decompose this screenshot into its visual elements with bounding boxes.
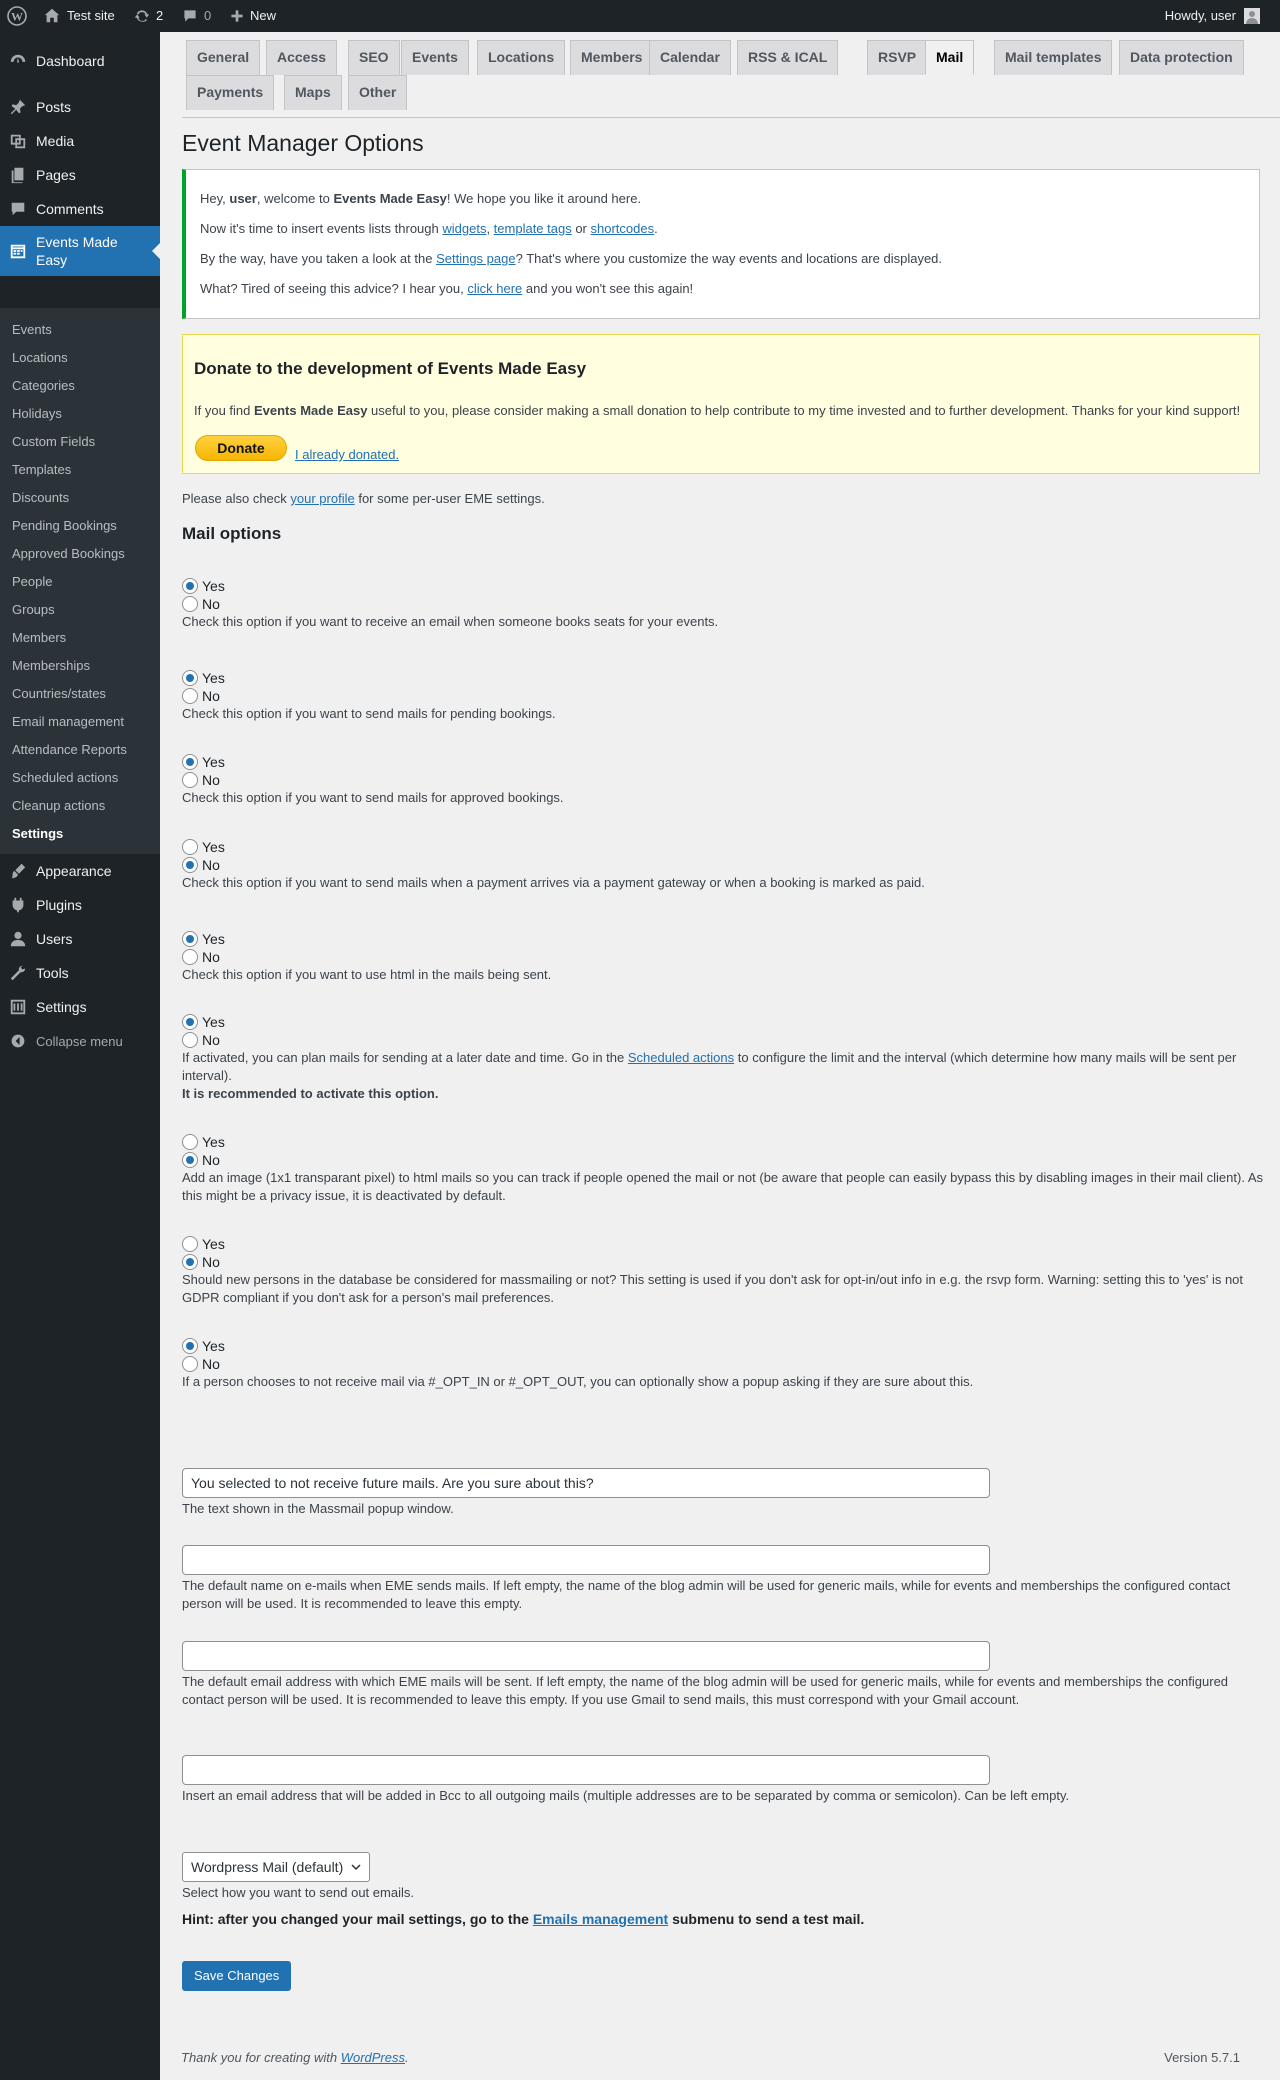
donate-title: Donate to the development of Events Made Easy [194, 359, 587, 378]
menu-events-made-easy[interactable]: Events Made Easy [0, 226, 160, 276]
new-content-link[interactable] [230, 0, 276, 32]
radio-circle [182, 1152, 198, 1168]
wrench-icon [0, 964, 36, 982]
submenu-cleanup-actions[interactable]: Cleanup actions [12, 798, 106, 813]
menu-posts[interactable]: Posts [0, 90, 160, 124]
hint-text: Hint: after you changed your mail settings, go to the Emails management submenu to send a test mail. [182, 1911, 865, 1927]
read-tracking-yes-radio[interactable]: Yes [182, 1133, 1272, 1151]
menu-plugins[interactable]: Plugins [0, 888, 160, 922]
option-description: Check this option if you want to send mails when a payment arrives via a payment gateway or when a booking is marked as paid. [182, 875, 925, 890]
tab-data-protection[interactable]: Data protection [1119, 40, 1244, 75]
tab-mail-templates[interactable]: Mail templates [994, 40, 1112, 75]
comments-count: 0 [204, 8, 212, 23]
submenu-events[interactable]: Events [12, 322, 52, 337]
option-row [182, 1337, 1272, 1391]
massmail-popup-no-radio[interactable]: No [182, 1355, 1272, 1373]
radio-circle [182, 949, 198, 965]
option-description: Add an image (1x1 transparant pixel) to html mails so you can track if people opened the mail or not (be aware that people can easily bypass this by disabling images in their mail client). As this might be a privacy issue, it is deactivated by default. [182, 1170, 1264, 1203]
field-description: The default name on e-mails when EME sends mails. If left empty, the name of the blog admin will be used for generic mails, while for events and memberships the configured contact person will be used. It is recommended to leave this empty. [182, 1578, 1231, 1611]
menu-settings[interactable]: Settings [0, 990, 160, 1024]
default-email-bcc-input[interactable] [182, 1755, 990, 1785]
emails-management-link[interactable]: Emails management [532, 1911, 669, 1927]
howdy-text: Howdy, user [1164, 8, 1236, 23]
tab-events[interactable]: Events [401, 40, 469, 75]
option-description: Check this option if you want to send mails for pending bookings. [182, 706, 556, 721]
default-email-sender-name-input[interactable] [182, 1545, 990, 1575]
svg-text:W: W [11, 9, 23, 24]
field-row [182, 1641, 1272, 1709]
menu-tools[interactable]: Tools [0, 956, 160, 990]
collapse-menu[interactable]: Collapse menu [0, 1024, 160, 1058]
chevron-down-icon [351, 1862, 361, 1872]
enable-the-rsvp-e-mail-notifications-no-radio[interactable]: No [182, 595, 1272, 613]
queue-mails-for-later-no-radio[interactable]: No [182, 1031, 1272, 1049]
option-row [182, 1235, 1272, 1307]
read-tracking-no-radio[interactable]: No [182, 1151, 1272, 1169]
option-row [182, 577, 1272, 631]
tab-calendar[interactable]: Calendar [649, 40, 731, 75]
tab-members[interactable]: Members [570, 40, 653, 75]
wordpress-logo-icon[interactable] [7, 0, 33, 32]
field-row [182, 1755, 1272, 1805]
save-changes-button[interactable]: Save Changes [182, 1961, 291, 1991]
admin-bar [0, 0, 1280, 32]
submenu-locations[interactable]: Locations [12, 350, 68, 365]
settings-page-link[interactable]: Settings page [436, 251, 516, 266]
radio-circle [182, 754, 198, 770]
menu-media[interactable]: Media [0, 124, 160, 158]
menu-dashboard[interactable]: Dashboard [0, 44, 160, 78]
collapse-icon [0, 1033, 36, 1049]
user-icon [0, 930, 36, 948]
template-tags-link[interactable]: template tags [493, 221, 572, 236]
submenu-templates[interactable]: Templates [12, 462, 72, 477]
tab-locations[interactable]: Locations [477, 40, 565, 75]
option-description: If activated, you can plan mails for sending at a later date and time. Go in the Scheduled actions to configure the limit and the interval (which determine how many mails will be sent per interval). It is recommended to activate this option. [182, 1050, 1237, 1101]
shortcodes-link[interactable]: shortcodes [590, 221, 655, 236]
site-name: Test site [67, 8, 115, 23]
field-description: The default email address with which EME mails will be sent. If left empty, the name of the blog admin will be used for generic mails, while for events and memberships the configured contact person will be used. It is recommended to leave this empty. If you use Gmail to send mails, this must correspond with your Gmail account. [182, 1674, 1229, 1707]
radio-circle [182, 1356, 198, 1372]
radio-circle [182, 772, 198, 788]
submenu-holidays[interactable]: Holidays [12, 406, 62, 421]
your-profile-link[interactable]: your profile [290, 491, 355, 506]
submenu-custom-fields[interactable]: Custom Fields [12, 434, 96, 449]
comments-link[interactable] [182, 0, 211, 32]
footer-version: Version 5.7.1 [1164, 2050, 1240, 2065]
calendar-icon [0, 242, 36, 260]
enable-paid-rsvp-e-mails-no-radio[interactable]: No [182, 856, 1272, 874]
radio-circle [182, 670, 198, 686]
send-html-mails-no-radio[interactable]: No [182, 948, 1272, 966]
tab-general[interactable]: General [186, 40, 260, 75]
profile-note: Please also check your profile for some per-user EME settings. [182, 491, 545, 506]
tab-mail[interactable]: Mail [925, 40, 974, 75]
submenu-members[interactable]: Members [12, 630, 67, 645]
tab-rss-ical[interactable]: RSS & ICAL [737, 40, 838, 75]
radio-circle [182, 688, 198, 704]
submenu-pending-bookings[interactable]: Pending Bookings [12, 518, 117, 533]
option-description: If a person chooses to not receive mail via #_OPT_IN or #_OPT_OUT, you can optionally show a popup asking if they are sure about this. [182, 1374, 974, 1389]
field-description: The text shown in the Massmail popup window. [182, 1501, 454, 1516]
avatar [1244, 8, 1260, 24]
new-label: New [250, 8, 277, 23]
enable-the-rsvp-e-mail-notifications-yes-radio[interactable]: Yes [182, 577, 1272, 595]
option-row [182, 669, 1272, 723]
submenu-attendance-reports[interactable]: Attendance Reports [12, 742, 127, 757]
submenu-discounts[interactable]: Discounts [12, 490, 70, 505]
welcome-notice [182, 169, 1260, 319]
brush-icon [0, 862, 36, 880]
mail-method-select[interactable]: Wordpress Mail (default) [182, 1852, 370, 1882]
updates-icon [134, 8, 150, 24]
option-description: Check this option if you want to send mails for approved bookings. [182, 790, 564, 805]
plug-icon [0, 896, 36, 914]
massmail-popup-yes-radio[interactable]: Yes [182, 1337, 1272, 1355]
enable-approved-rsvp-e-mails-yes-radio[interactable]: Yes [182, 753, 1272, 771]
dashboard-icon [0, 52, 36, 70]
option-description: Check this option if you want to use html in the mails being sent. [182, 967, 552, 982]
notice-line-3: By the way, have you taken a look at the Settings page? That's where you customize the way events and locations are displayed. [200, 251, 943, 266]
option-row [182, 1133, 1272, 1205]
wordpress-link[interactable]: WordPress [340, 2050, 405, 2065]
scheduled-actions-link[interactable]: Scheduled actions [627, 1050, 735, 1065]
radio-circle [182, 839, 198, 855]
home-icon [43, 7, 61, 25]
menu-users[interactable]: Users [0, 922, 160, 956]
tab-seo[interactable]: SEO [348, 40, 400, 75]
option-row [182, 930, 1272, 984]
option-row [182, 1013, 1272, 1103]
radio-circle [182, 1134, 198, 1150]
tab-divider [182, 117, 1280, 118]
donate-box [182, 334, 1260, 474]
menu-comments[interactable]: Comments [0, 192, 160, 226]
already-donated-link[interactable]: I already donated. [295, 447, 400, 462]
widgets-link[interactable]: widgets [442, 221, 487, 236]
submenu-email-management[interactable]: Email management [12, 714, 124, 729]
notice-line-2: Now it's time to insert events lists through widgets, template tags or shortcodes. [200, 221, 658, 236]
field-row [182, 1545, 1272, 1613]
submenu-countries-states[interactable]: Countries/states [12, 686, 106, 701]
page-title: Event Manager Options [182, 130, 424, 156]
tab-access[interactable]: Access [266, 40, 337, 75]
option-row [182, 753, 1272, 807]
massmail-yes-radio[interactable]: Yes [182, 1235, 1272, 1253]
submenu-categories[interactable]: Categories [12, 378, 75, 393]
enable-approved-rsvp-e-mails-no-radio[interactable]: No [182, 771, 1272, 789]
donate-text: If you find Events Made Easy useful to you, please consider making a small donation to help contribute to my time invested and to further development. Thanks for your kind support! [194, 403, 1241, 418]
radio-circle [182, 1032, 198, 1048]
massmail-no-radio[interactable]: No [182, 1253, 1272, 1271]
submenu-groups[interactable]: Groups [12, 602, 55, 617]
mail-method-description: Select how you want to send out emails. [182, 1885, 414, 1900]
site-name-link[interactable] [43, 0, 115, 32]
tab-maps[interactable]: Maps [284, 75, 342, 110]
radio-circle [182, 596, 198, 612]
tab-other[interactable]: Other [348, 75, 407, 110]
radio-circle [182, 931, 198, 947]
footer-thanks: Thank you for creating with WordPress. [181, 2050, 409, 2065]
enable-pending-rsvp-e-mails-yes-radio[interactable]: Yes [182, 669, 1272, 687]
massmail-popup-text-input[interactable]: You selected to not receive future mails. Are you sure about this? [182, 1468, 990, 1498]
pin-icon [0, 98, 36, 116]
radio-circle [182, 1236, 198, 1252]
send-html-mails-yes-radio[interactable]: Yes [182, 930, 1272, 948]
submenu-people[interactable]: People [12, 574, 53, 589]
my-account-link[interactable] [1165, 0, 1266, 32]
option-description: Should new persons in the database be considered for massmailing or not? This setting is used if you don't ask for opt-in/out info in e.g. the rsvp form. Warning: setting this to 'yes' is not GDPR compliant if you don't ask for a person's mail preferences. [182, 1272, 1244, 1305]
radio-circle [182, 578, 198, 594]
enable-pending-rsvp-e-mails-no-radio[interactable]: No [182, 687, 1272, 705]
option-description: Check this option if you want to receive an email when someone books seats for your events. [182, 614, 719, 629]
radio-circle [182, 857, 198, 873]
field-description: Insert an email address that will be added in Bcc to all outgoing mails (multiple addresses are to be separated by comma or semicolon). Can be left empty. [182, 1788, 1070, 1803]
queue-mails-for-later-yes-radio[interactable]: Yes [182, 1013, 1272, 1031]
enable-paid-rsvp-e-mails-yes-radio[interactable]: Yes [182, 838, 1272, 856]
radio-circle [182, 1254, 198, 1270]
notice-line-4: What? Tired of seeing this advice? I hear you, click here and you won't see this again! [200, 281, 694, 296]
submenu-memberships[interactable]: Memberships [12, 658, 91, 673]
radio-circle [182, 1338, 198, 1354]
menu-pages[interactable]: Pages [0, 158, 160, 192]
events-made-easy-submenu [0, 308, 160, 854]
admin-sidebar [0, 32, 160, 2080]
section-title: Mail options [182, 524, 282, 543]
comments-icon [0, 200, 36, 218]
default-email-sender-address-input[interactable] [182, 1641, 990, 1671]
settings-icon [0, 998, 36, 1016]
updates-link[interactable] [134, 0, 163, 32]
tab-payments[interactable]: Payments [186, 75, 274, 110]
mail-method-row [182, 1852, 1272, 1902]
notice-line-1: Hey, user, welcome to Events Made Easy! We hope you like it around here. [200, 191, 642, 206]
dismiss-notice-link[interactable]: click here [467, 281, 523, 296]
submenu-approved-bookings[interactable]: Approved Bookings [12, 546, 125, 561]
menu-appearance[interactable]: Appearance [0, 854, 160, 888]
donate-button[interactable]: Donate [195, 435, 287, 461]
active-menu-arrow [152, 243, 160, 259]
plus-icon [230, 9, 244, 23]
field-row [182, 1468, 1272, 1518]
option-row [182, 838, 1272, 892]
pages-icon [0, 166, 36, 184]
comment-icon [182, 8, 198, 24]
media-icon [0, 132, 36, 150]
radio-circle [182, 1014, 198, 1030]
submenu-scheduled-actions[interactable]: Scheduled actions [12, 770, 119, 785]
submenu-settings[interactable]: Settings [12, 826, 64, 841]
updates-count: 2 [156, 8, 164, 23]
tab-rsvp[interactable]: RSVP [867, 40, 927, 75]
